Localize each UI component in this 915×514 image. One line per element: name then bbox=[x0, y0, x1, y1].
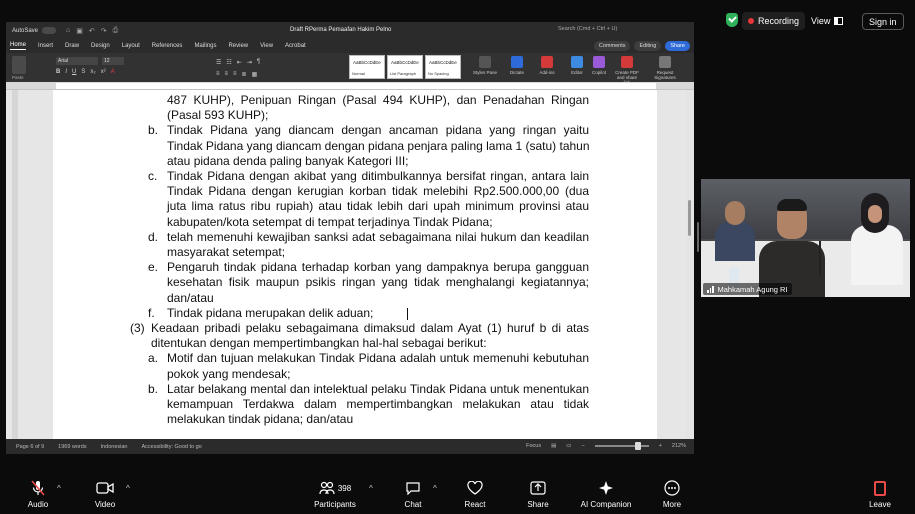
ai-companion-label: AI Companion bbox=[580, 500, 632, 509]
align-left-icon[interactable]: ≡ bbox=[216, 71, 220, 77]
video-person-left bbox=[715, 221, 755, 261]
ribbon-tabs bbox=[6, 39, 694, 53]
align-center-icon[interactable]: ≡ bbox=[224, 71, 229, 77]
document-line: kesehatan fisik maupun psikis ringan yang tidak menghalangi kegiatannya; bbox=[167, 275, 589, 290]
tab-design[interactable]: Design bbox=[91, 43, 110, 49]
tab-layout[interactable]: Layout bbox=[121, 43, 140, 49]
pdf-button[interactable] bbox=[614, 56, 640, 85]
document-line: juta lima ratus ribu rupiah) atau tidak lebih dari upah minimum provinsi atau bbox=[167, 199, 589, 214]
video-label: Video bbox=[94, 500, 116, 509]
muted-microphone-icon bbox=[24, 480, 52, 496]
vertical-ruler[interactable] bbox=[12, 90, 18, 439]
tab-references[interactable]: References bbox=[151, 43, 183, 49]
list-marker: b. bbox=[148, 123, 159, 138]
audio-button[interactable] bbox=[24, 480, 52, 509]
ribbon-right-buttons bbox=[594, 41, 690, 51]
italic-icon[interactable]: I bbox=[65, 69, 68, 75]
font-color-icon[interactable]: A bbox=[110, 69, 115, 75]
document-line: Keadaan pribadi pelaku sebagaimana dimaksud dalam Ayat (1) huruf b di atas bbox=[151, 321, 589, 335]
editor-icon bbox=[571, 56, 583, 68]
numbering-icon[interactable]: ☷ bbox=[226, 60, 232, 66]
view-layout-icon bbox=[834, 17, 843, 25]
document-line: masyarakat setempat; bbox=[167, 245, 286, 259]
focus-button[interactable]: Focus bbox=[526, 443, 542, 449]
text-cursor-icon bbox=[407, 308, 413, 320]
paste-icon[interactable] bbox=[12, 56, 26, 74]
zoom-meeting-toolbar bbox=[0, 472, 915, 514]
share-label: Share bbox=[527, 500, 549, 509]
microphone-icon bbox=[511, 56, 523, 68]
recording-indicator[interactable] bbox=[742, 12, 805, 30]
document-line: kabupaten/kota setempat di tempat terjadinya Tindak Pidana; bbox=[167, 214, 493, 229]
sparkle-icon bbox=[576, 480, 636, 496]
align-right-icon[interactable]: ≡ bbox=[233, 71, 237, 77]
style-card[interactable] bbox=[425, 55, 461, 79]
more-label: More bbox=[662, 500, 682, 509]
style-name: No Spacing bbox=[428, 71, 449, 76]
signal-strength-icon bbox=[707, 286, 714, 293]
tab-acrobat[interactable]: Acrobat bbox=[285, 43, 306, 49]
participants-options-chevron-icon[interactable]: ^ bbox=[369, 484, 373, 493]
participants-count: 398 bbox=[337, 483, 352, 493]
video-person-main-hair bbox=[777, 199, 807, 211]
style-sample: AaBbCcDdEe bbox=[429, 60, 457, 65]
document-line: ditentukan dengan mempertimbangkan hal-hal sebagai berikut: bbox=[151, 336, 487, 351]
camera-icon bbox=[90, 480, 120, 496]
page-count[interactable]: Page 6 of 9 bbox=[16, 443, 45, 450]
more-button[interactable] bbox=[658, 480, 686, 509]
word-count[interactable]: 1969 words bbox=[58, 443, 87, 450]
document-line: kemampuan Terdakwa dalam mempertimbangkan melakukan atau tidak bbox=[167, 397, 589, 411]
style-sample: AaBbCcDdEe bbox=[391, 60, 419, 65]
pdf-icon bbox=[621, 56, 633, 68]
language-status[interactable]: Indonesian bbox=[100, 443, 128, 450]
document-line: Pengaruh tindak pidana terhadap korban yang dampaknya berupa gangguan bbox=[167, 260, 589, 275]
undo-icon[interactable]: ↶ bbox=[88, 27, 95, 35]
document-line: dan/atau bbox=[167, 290, 214, 305]
chat-options-chevron-icon[interactable]: ^ bbox=[433, 484, 437, 493]
bullets-icon[interactable]: ☰ bbox=[216, 60, 222, 66]
document-page[interactable] bbox=[53, 90, 657, 439]
list-marker: c. bbox=[148, 169, 158, 183]
font-name-select[interactable]: Arial bbox=[56, 57, 98, 65]
document-line: Tindak Pidana dengan kerugian korban tidak melebihi Rp2.500.000,00 (dua bbox=[167, 184, 589, 199]
ruler-page-area bbox=[56, 83, 656, 89]
shared-word-window bbox=[6, 22, 694, 454]
list-marker: e. bbox=[148, 260, 159, 275]
leave-label: Leave bbox=[869, 500, 891, 509]
styles-gallery bbox=[349, 55, 461, 79]
participant-nametag bbox=[703, 283, 792, 295]
signature-button[interactable] bbox=[652, 56, 678, 80]
leave-door-icon bbox=[866, 480, 894, 496]
redo-icon[interactable]: ↷ bbox=[100, 27, 107, 35]
paste-label: Paste bbox=[12, 75, 24, 80]
shading-icon[interactable]: ▦ bbox=[251, 72, 258, 78]
ai-companion-button[interactable] bbox=[576, 480, 636, 509]
paragraph-row bbox=[216, 59, 260, 66]
zoom-slider[interactable] bbox=[595, 445, 649, 447]
participants-button[interactable] bbox=[308, 480, 362, 509]
horizontal-ruler[interactable] bbox=[6, 82, 694, 90]
recording-label: Recording bbox=[758, 16, 800, 26]
word-titlebar bbox=[6, 22, 694, 39]
style-name: List Paragraph bbox=[390, 71, 417, 76]
ribbon-tool-label: Copilot bbox=[591, 70, 606, 75]
print-layout-icon[interactable]: ▤ bbox=[551, 443, 557, 449]
react-button[interactable] bbox=[460, 480, 490, 509]
video-person-right bbox=[851, 225, 903, 285]
web-layout-icon[interactable]: ▭ bbox=[566, 443, 572, 449]
tab-draw[interactable]: Draw bbox=[65, 43, 80, 49]
word-search-box[interactable]: Search (Cmd + Ctrl + U) bbox=[558, 26, 618, 32]
tab-review[interactable]: Review bbox=[228, 43, 249, 49]
font-format-row bbox=[56, 69, 115, 75]
document-line: Latar belakang mental dan intelektual pelaku Tindak Pidana untuk menentukan bbox=[167, 381, 589, 396]
style-card[interactable] bbox=[387, 55, 423, 79]
zoom-in-icon[interactable]: + bbox=[658, 443, 662, 449]
document-line: Tindak Pidana dengan akibat yang ditimbulkannya bersifat ringan, antara lain bbox=[167, 169, 589, 183]
participants-label: Participants bbox=[314, 500, 356, 509]
save-icon[interactable]: ▣ bbox=[76, 27, 83, 35]
style-card[interactable] bbox=[349, 55, 385, 79]
sign-in-button[interactable]: Sign in bbox=[862, 13, 904, 30]
list-marker: b. bbox=[148, 381, 159, 396]
print-icon[interactable]: ⎙ bbox=[112, 26, 119, 34]
styles-pane-button[interactable] bbox=[472, 56, 498, 75]
microphone-button[interactable] bbox=[504, 56, 530, 75]
autosave-label: AutoSave bbox=[12, 27, 39, 34]
list-marker: f. bbox=[148, 305, 155, 320]
document-line: pokok yang mendesak; bbox=[167, 366, 291, 381]
home-icon[interactable]: ⌂ bbox=[66, 26, 71, 34]
add-ins-icon bbox=[541, 56, 553, 68]
pilcrow-icon[interactable]: ¶ bbox=[256, 59, 261, 65]
strikethrough-icon[interactable]: S bbox=[81, 69, 86, 75]
encryption-shield-icon[interactable] bbox=[726, 13, 738, 27]
document-line: atau pidana denda paling banyak Kategori III; bbox=[167, 153, 409, 168]
document-line: Tindak pidana merupakan delik aduan; bbox=[167, 305, 374, 320]
participants-icon bbox=[308, 480, 362, 496]
accessibility-status[interactable]: Accessibility: Good to go bbox=[141, 443, 202, 450]
document-line: Tindak Pidana yang diancam dengan pidana penjara paling lama 1 (satu) tahun bbox=[167, 138, 590, 153]
style-name: Normal bbox=[352, 71, 365, 76]
video-microphone bbox=[819, 241, 821, 275]
audio-label: Audio bbox=[27, 500, 49, 509]
add-ins-button[interactable] bbox=[534, 56, 560, 75]
zoom-level[interactable]: 212% bbox=[671, 443, 686, 449]
increase-indent-icon[interactable]: ⇥ bbox=[246, 60, 252, 66]
ribbon-tool-label: Request Signatures bbox=[654, 70, 676, 80]
tab-view[interactable]: View bbox=[260, 43, 274, 49]
tab-insert[interactable]: Insert bbox=[38, 43, 54, 49]
subscript-icon[interactable]: x₂ bbox=[90, 69, 96, 75]
document-line: Tindak Pidana yang diancam dengan ancaman pidana yang ringan yaitu bbox=[167, 123, 589, 138]
document-line: melakukan tindak pidana; dan/atau bbox=[167, 412, 354, 427]
panel-resize-handle[interactable] bbox=[697, 222, 699, 252]
list-marker: d. bbox=[148, 229, 159, 244]
superscript-icon[interactable]: x² bbox=[100, 69, 106, 75]
alignment-row bbox=[216, 71, 257, 78]
ribbon-tool-label: Styles Pane bbox=[472, 70, 497, 75]
document-line: Motif dan tujuan melakukan Tindak Pidana adalah untuk memenuhi kebutuhan bbox=[167, 351, 589, 366]
list-marker: a. bbox=[148, 351, 159, 366]
document-title: Draft RPerma Pemaafan Hakim Pelno bbox=[290, 27, 392, 33]
scrollbar-thumb[interactable] bbox=[688, 200, 691, 236]
chat-bubble-icon bbox=[400, 480, 426, 496]
document-line: 487 KUHP), Penipuan Ringan (Pasal 494 KUHP), dan Penadahan Ringan bbox=[167, 93, 589, 107]
recording-dot-icon bbox=[748, 18, 754, 24]
tab-home[interactable]: Home bbox=[10, 42, 27, 48]
copilot-button[interactable] bbox=[586, 56, 612, 75]
ribbon-home bbox=[6, 53, 694, 82]
statusbar-right bbox=[526, 443, 686, 449]
quick-access-toolbar bbox=[66, 27, 118, 35]
video-button[interactable] bbox=[90, 480, 120, 509]
underline-icon[interactable]: U bbox=[72, 69, 77, 75]
word-statusbar bbox=[6, 439, 694, 454]
react-label: React bbox=[464, 500, 486, 509]
copilot-icon bbox=[593, 56, 605, 68]
chat-button[interactable] bbox=[400, 480, 426, 509]
vertical-scrollbar[interactable] bbox=[686, 90, 694, 439]
participant-video-tile[interactable] bbox=[701, 179, 910, 297]
signature-icon bbox=[659, 56, 671, 68]
list-marker: (3) bbox=[130, 321, 145, 335]
video-options-chevron-icon[interactable]: ^ bbox=[126, 484, 130, 493]
participant-name: Mahkamah Agung RI bbox=[717, 284, 788, 294]
font-size-select[interactable]: 12 bbox=[102, 57, 124, 65]
chat-label: Chat bbox=[404, 500, 422, 509]
share-screen-icon bbox=[524, 480, 552, 496]
style-sample: AaBbCcDdEe bbox=[353, 60, 381, 65]
more-dots-icon bbox=[658, 480, 686, 496]
ribbon-tool-label: Dictate bbox=[509, 70, 524, 75]
leave-meeting-button[interactable] bbox=[866, 480, 894, 509]
video-person-left-head bbox=[725, 201, 745, 225]
document-line: telah memenuhi kewajiban sanksi adat sebagaimana nilai hukum dan keadilan bbox=[167, 229, 589, 244]
ribbon-tool-label: Add-ins bbox=[539, 70, 555, 75]
editing-mode-button[interactable]: Editing bbox=[634, 41, 661, 51]
heart-icon bbox=[460, 480, 490, 496]
document-line: (Pasal 593 KUHP); bbox=[167, 108, 269, 123]
audio-options-chevron-icon[interactable]: ^ bbox=[57, 484, 61, 493]
decrease-indent-icon[interactable]: ⇤ bbox=[236, 60, 242, 66]
ribbon-tool-label: Create PDF and share bbox=[615, 70, 639, 80]
ribbon-tool-label: Editor bbox=[571, 70, 583, 75]
share-document-button[interactable]: Share bbox=[665, 41, 690, 51]
view-label: View bbox=[811, 16, 831, 26]
zoom-out-icon[interactable]: − bbox=[581, 443, 585, 449]
styles-pane-icon bbox=[479, 56, 491, 68]
comments-button[interactable]: Comments bbox=[594, 41, 631, 51]
bold-icon[interactable]: B bbox=[56, 69, 61, 75]
document-canvas bbox=[6, 90, 694, 439]
justify-icon[interactable]: ≣ bbox=[241, 72, 247, 78]
view-button[interactable] bbox=[811, 12, 843, 30]
share-screen-button[interactable] bbox=[524, 480, 552, 509]
video-person-right-face bbox=[868, 205, 882, 223]
autosave-toggle[interactable] bbox=[42, 27, 56, 34]
tab-mailings[interactable]: Mailings bbox=[194, 43, 217, 49]
